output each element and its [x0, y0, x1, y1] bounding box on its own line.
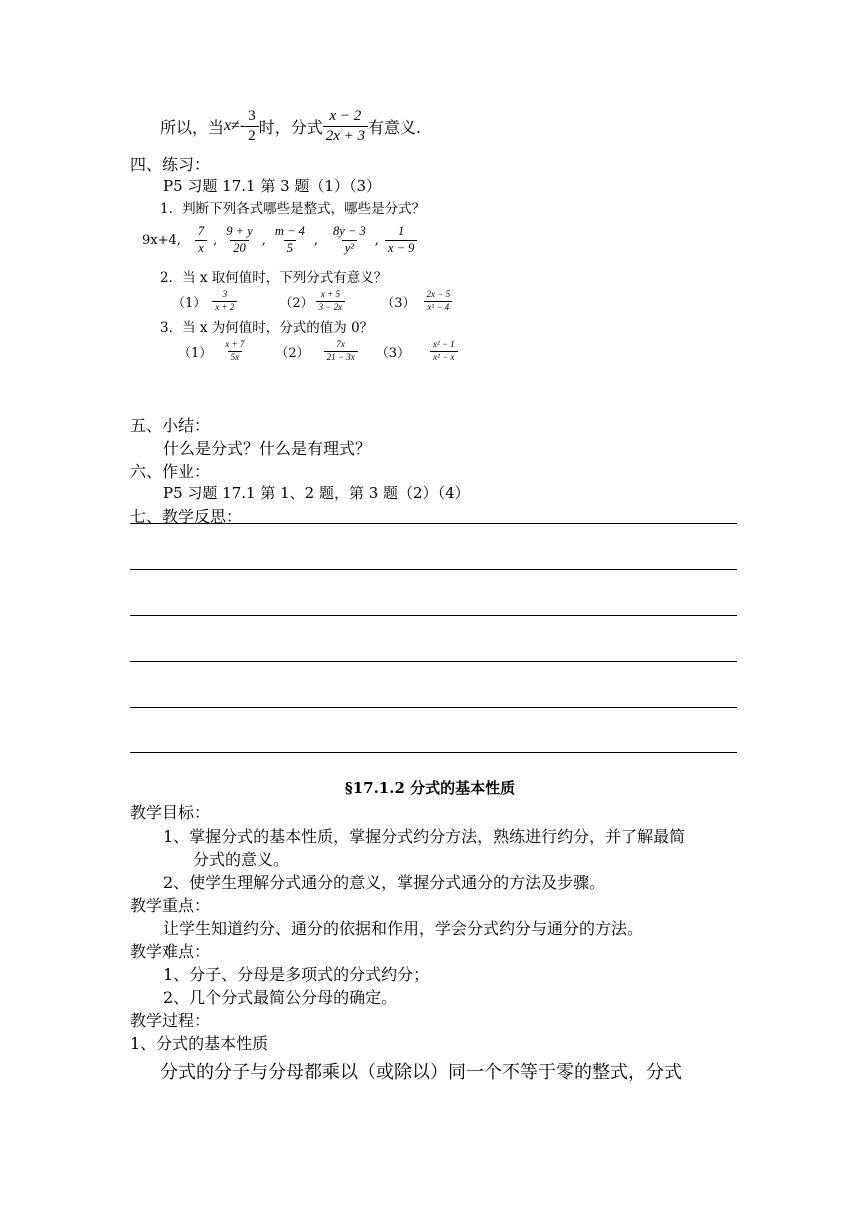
condition-den: 2: [245, 126, 259, 145]
q1-first: 9x+4,: [142, 232, 181, 248]
q3-label: （2）: [275, 345, 310, 361]
conclusion-var: x: [224, 117, 232, 134]
conclusion-neq: ≠-: [231, 117, 246, 134]
section5-body: 什么是分式？什么是有理式？: [163, 439, 372, 458]
q2-label: （2）: [279, 295, 314, 311]
q1-fraction: [272, 225, 308, 256]
reflection-line: [130, 752, 737, 753]
q3-label: （3）: [375, 345, 410, 361]
q1-fraction-num: 9 + y: [226, 223, 253, 238]
conclusion-suffix: 有意义.: [368, 117, 422, 137]
q1-fraction: [330, 225, 369, 256]
q3-fraction-num: x + 7: [225, 338, 245, 349]
q1-fraction: [385, 225, 417, 256]
q1-fraction-den: x − 9: [385, 240, 417, 256]
reflection-line: [130, 615, 737, 616]
q3-items: [178, 335, 458, 367]
comma: ,: [213, 232, 218, 248]
goal1-line2: 分式的意义。: [193, 850, 290, 869]
goal2: 2、使学生理解分式通分的意义，掌握分式通分的方法及步骤。: [163, 873, 606, 892]
reflection-line: [130, 523, 737, 524]
q2-label: （1）: [172, 295, 207, 311]
q2-label: （3）: [381, 295, 416, 311]
goals-heading: 教学目标：: [130, 803, 211, 822]
q3-text: 3．当 x 为何值时，分式的值为 0？: [160, 320, 374, 336]
reflection-line: [130, 661, 737, 662]
q3-fraction-den: 5x: [228, 351, 243, 363]
q3-fraction-den: 21 − 3x: [324, 351, 358, 363]
q1-fraction-num: 8y − 3: [333, 223, 366, 238]
q1-fraction-num: 1: [398, 223, 405, 238]
goal1-line1: 1、掌握分式的基本性质，掌握分式约分方法，熟练进行约分，并了解最简: [163, 827, 686, 846]
q1-fraction-den: 20: [230, 240, 249, 256]
q2-items: [172, 286, 453, 316]
q2-text: 2．当 x 取何值时，下列分式有意义？: [160, 270, 388, 286]
comma: ,: [374, 232, 379, 248]
q3-label: （1）: [178, 345, 213, 361]
q3-fraction-num: 7x: [336, 338, 345, 349]
comma: ,: [261, 232, 266, 248]
q2-fraction: [212, 290, 237, 313]
comma: ,: [313, 232, 319, 248]
conclusion-mid: 时，分式: [258, 117, 323, 137]
process-1: 1、分式的基本性质: [130, 1034, 269, 1053]
q1-fraction-num: 7: [197, 223, 205, 238]
q3-fraction-num: x² − 1: [433, 338, 455, 349]
q1-fraction-den: 5: [284, 240, 296, 256]
q3-fraction: [430, 340, 458, 363]
q2-fraction-num: 2x − 5: [426, 288, 451, 299]
q1-fraction-num: m − 4: [274, 223, 305, 238]
difficulty-heading: 教学难点：: [130, 942, 211, 961]
main-fraction-den: 2x + 3: [323, 126, 368, 145]
section7-heading: 七、教学反思：: [130, 507, 243, 526]
main-fraction: [323, 108, 368, 144]
condition-num: 3: [248, 108, 256, 124]
section4-heading: 四、练习：: [130, 155, 211, 174]
difficulty-1: 1、分子、分母是多项式的分式约分；: [163, 965, 430, 984]
main-fraction-num: x − 2: [329, 108, 362, 124]
q1-fraction: [223, 225, 255, 256]
q1-fraction: [195, 225, 207, 256]
conclusion-line: [160, 104, 421, 148]
conclusion-prefix: 所以，当: [160, 117, 225, 137]
section6-heading: 六、作业：: [130, 462, 211, 481]
q2-fraction-den: 3 − 2x: [316, 301, 346, 313]
reflection-line: [130, 707, 737, 708]
q3-fraction: [324, 340, 358, 363]
q2-fraction: [316, 290, 346, 313]
section4-ref: P5 习题 17.1 第 3 题（1）（3）: [163, 177, 382, 195]
difficulty-2: 2、几个分式最简公分母的确定。: [163, 988, 398, 1007]
key-heading: 教学重点：: [130, 896, 211, 915]
property-text: 分式的分子与分母都乘以（或除以）同一个不等于零的整式，分式: [160, 1062, 682, 1083]
q3-fraction-den: x² − x: [430, 351, 457, 363]
section5-heading: 五、小结：: [130, 416, 211, 435]
lesson-title: §17.1.2 分式的基本性质: [344, 779, 516, 797]
reflection-line: [130, 569, 737, 570]
q1-expressions: [142, 219, 417, 261]
key-body: 让学生知道约分、通分的依据和作用，学会分式约分与通分的方法。: [163, 919, 644, 938]
q2-fraction-den: x² − 4: [424, 301, 452, 313]
q1-text: 1．判断下列各式哪些是整式，哪些是分式？: [160, 201, 426, 217]
q1-fraction-den: y²: [342, 240, 357, 256]
section6-body: P5 习题 17.1 第 1、2 题，第 3 题（2）（4）: [163, 484, 470, 502]
condition-fraction: [245, 108, 259, 144]
q2-fraction-num: 3: [222, 288, 228, 299]
q3-fraction: [222, 340, 247, 363]
process-heading: 教学过程：: [130, 1011, 211, 1030]
q2-fraction-den: x + 2: [212, 301, 237, 313]
q2-fraction: [424, 290, 454, 313]
q1-fraction-den: x: [195, 240, 207, 256]
q2-fraction-num: x + 5: [320, 288, 340, 299]
